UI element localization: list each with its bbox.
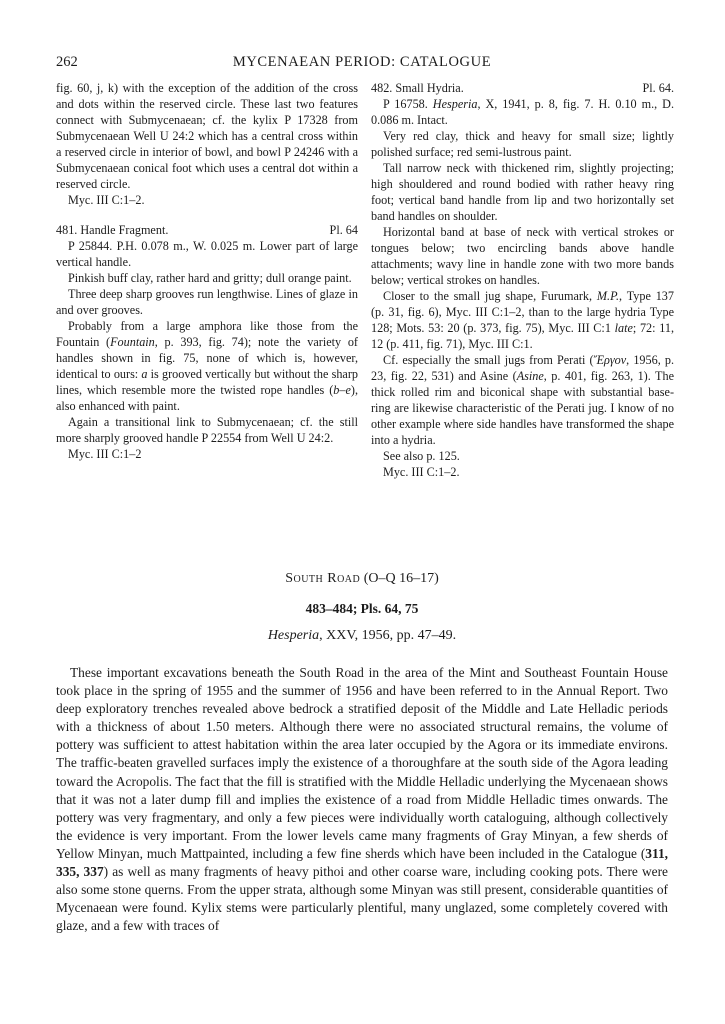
entry-481-name: Handle Fragment. [80,223,169,237]
section-plates: ; Pls. 64, 75 [352,601,419,616]
entry-482-date: Myc. III C:1–2. [383,465,460,479]
entry-482-decoration: Horizontal band at base of neck with vertical strokes or tongues below; two encircling bands above handle attachments; wavy line in handle zone with two more bands below; vertical strokes on handles. [371,225,674,287]
section-items [56,601,668,617]
entry-482-clay: Very red clay, thick and heavy for small size; lightly polished surface; red semi-lustrous paint. [371,129,674,159]
continuation-date: Myc. III C:1–2. [68,193,145,207]
page-header [56,54,668,74]
entry-481-comparison: Probably from a large amphora like those from the Fountain (Fountain, p. 393, fig. 74); note the variety of handles shown in fig. 75, none of which is, however, identical to ours: a is grooved vertically but without the sharp lines, which resemble more the twisted rope handles (b–e), also enhanced with paint. [56,319,358,413]
entry-482-plate: Pl. 64. [642,81,674,95]
entry-481-date: Myc. III C:1–2 [68,447,142,461]
entry-481-plate: Pl. 64 [329,223,358,237]
body-paragraph: These important excavations beneath the South Road in the area of the Mint and Southeast Fountain House took place in the spring of 1955 and the summer of 1956 and have been referred to in the Annual Report. Two deep exploratory trenches revealed above bedrock a stratified deposit of the Middle and Late Helladic periods with a thickness of about 1.50 meters. Although there were no associated structural remains, the volume of pottery was sufficient to attest habitation within the area later occupied by the Agora or its immediate environs. The traffic-beaten gravelled surfaces imply the existence of a thoroughfare at the south side of the Agora leading toward the Acropolis. The fact that the fill is stratified with the Middle Helladic underlying the Mycenaean shows that it was not a later dump fill and implies the existence of a road from Middle Helladic times onwards. The pottery was very fragmentary, and only a few pieces were individually worth cataloguing, although collectively the evidence is very important. From the lower levels came many fragments of Gray Minyan, a few sherds of Yellow Minyan, much Mattpainted, including a few fine sherds which have been included in the Catalogue (311, 335, 337) as well as many fragments of heavy pithoi and other coarse ware, including cooking pots. There were also some stone querns. From the upper strata, although some Minyan was still present, considerable quantities of Mycenaean were found. Kylix stems were particularly plentiful, many unglazed, some completely covered with glaze, and a few with traces of [56,665,668,934]
entry-481-decoration: Three deep sharp grooves run lengthwise. Lines of glaze in and over grooves. [56,287,358,317]
entry-481-clay: Pinkish buff clay, rather hard and gritty; dull orange paint. [68,271,352,285]
entry-482-shape: Tall narrow neck with thickened rim, slightly projecting; high shouldered and round bodied with rather heavy ring foot; vertical band handle from lip and two horizontally set band handles on shoulder. [371,161,674,223]
section-items-range: 483–484 [305,601,353,616]
section-publication: Hesperia, XXV, 1956, pp. 47–49. [267,628,457,643]
section-name: South Road [285,571,361,586]
entry-482-heading [371,80,674,96]
entry-482-name: Small Hydria. [395,81,464,95]
entry-482-comparison-a: Closer to the small jug shape, Furumark, M.P., Type 137 (p. 31, fig. 6), Myc. III C:1–2, than to the large hydria Type 128; Mots. 53: 20 (p. 373, fig. 75), Myc. III C:1 late; 72: 11, 12 (p. 411, fig. 71), Myc. III C:1. [371,289,674,351]
entry-482-see-also: See also p. 125. [383,449,460,463]
entry-482-data: P 16758. Hesperia, X, 1941, p. 8, fig. 7. H. 0.10 m., D. 0.086 m. Intact. [371,97,674,127]
entry-482-comparison-b: Cf. especially the small jugs from Perati (Ἔργον, 1956, p. 23, fig. 22, 531) and Asine (Asine, p. 401, fig. 263, 1). The thick rolled rim and biconical shape with substantial base-ring are likewise characteristic of the Perati jug. I know of no other example where side handles have transformed the shape into a hydria. [371,353,675,447]
entry-481-number: 481. [56,223,78,237]
section-grid: (O–Q 16–17) [363,571,439,586]
section-body [56,664,668,935]
section-title [56,571,668,587]
entry-481-heading [56,222,358,238]
entry-481-data: P 25844. P.H. 0.078 m., W. 0.025 m. Lower part of large vertical handle. [56,239,358,269]
entry-482-number: 482. [371,81,393,95]
catalogue-refs: 311, 335, 337 [56,845,668,880]
continuation-text: fig. 60, j, k) with the exception of the addition of the cross and dots within the reserved circle. These last two features connect with Submycenaean; cf. the kylix P 17328 from Submycenaean Well U 24:2 which has a central cross within a reserved circle in interior of bowl, and bowl P 24246 with a Submycenaean conical foot which uses a central dot within a reserved circle. [56,81,358,191]
entry-481-transitional: Again a transitional link to Submycenaean; cf. the still more sharply grooved handle P 22554 from Well U 24:2. [56,415,358,445]
right-column [371,80,674,480]
running-title: MYCENAEAN PERIOD: CATALOGUE [232,54,492,70]
page-number: 262 [56,54,78,70]
left-column [56,80,358,462]
